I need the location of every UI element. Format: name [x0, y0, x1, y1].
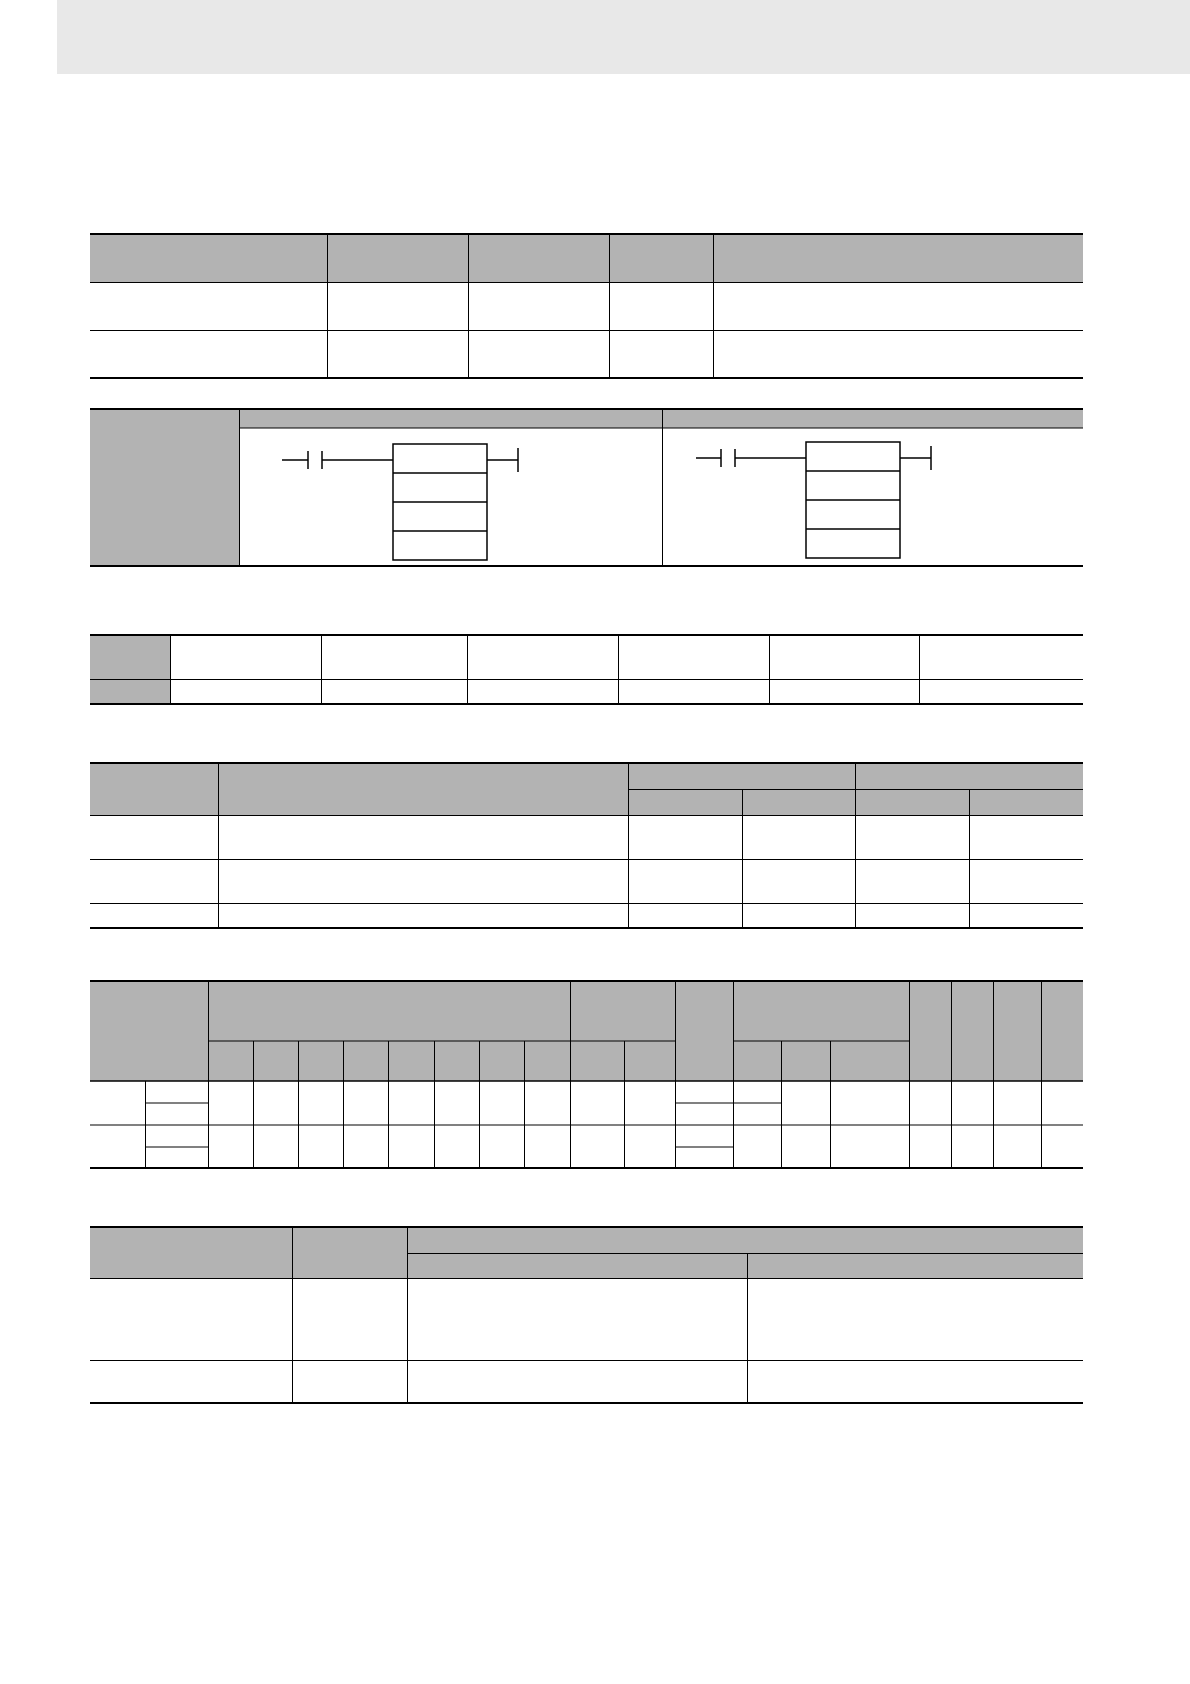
table-cell	[969, 815, 1083, 859]
table-cell	[919, 679, 1083, 704]
table-cell	[170, 635, 321, 679]
table-cell	[292, 1360, 407, 1403]
flags-table	[90, 1226, 1083, 1404]
page-header-band	[57, 0, 1190, 74]
table-cell	[969, 859, 1083, 903]
header-cell	[855, 789, 969, 815]
table-cell	[467, 635, 618, 679]
applicable-program-areas-table	[90, 634, 1083, 705]
table-cell	[628, 859, 742, 903]
table-cell	[90, 1360, 292, 1403]
table-cell	[90, 903, 218, 928]
header-cell	[90, 635, 170, 679]
table-cell	[170, 679, 321, 704]
table-row	[90, 282, 1083, 330]
header-cell	[628, 763, 855, 789]
table-header-row	[90, 635, 1083, 679]
table-cell	[467, 679, 618, 704]
ladder-side-label	[90, 408, 239, 567]
table-cell	[855, 815, 969, 859]
header-cell	[292, 1227, 407, 1278]
header-cell	[407, 1253, 747, 1278]
table-cell	[747, 1360, 1083, 1403]
table-cell	[468, 282, 609, 330]
table-cell	[769, 679, 919, 704]
header-cell	[468, 234, 609, 282]
table-cell	[618, 635, 769, 679]
page-corner	[0, 0, 57, 74]
table-cell	[713, 282, 1083, 330]
header-cell	[407, 1227, 1083, 1253]
table-cell	[321, 679, 467, 704]
table-cell	[321, 635, 467, 679]
header-cell	[742, 789, 855, 815]
table-cell	[618, 679, 769, 704]
table-cell	[407, 1360, 747, 1403]
table-row	[90, 815, 1083, 859]
table-cell	[292, 1278, 407, 1360]
table-row	[90, 330, 1083, 378]
table-cell	[468, 330, 609, 378]
table-cell	[327, 282, 468, 330]
table-header-row	[90, 234, 1083, 282]
header-cell	[609, 234, 713, 282]
table-cell	[218, 815, 628, 859]
table-cell	[628, 815, 742, 859]
table-header-row	[90, 1227, 1083, 1253]
table-cell	[713, 330, 1083, 378]
table-cell	[855, 859, 969, 903]
header-cell	[327, 234, 468, 282]
table-cell	[90, 859, 218, 903]
header-cell	[628, 789, 742, 815]
table-row	[90, 679, 1083, 704]
table-cell	[90, 330, 327, 378]
header-cell	[713, 234, 1083, 282]
ladder-diagram-right	[696, 442, 931, 558]
header-cell	[747, 1253, 1083, 1278]
table-cell	[742, 903, 855, 928]
header-cell	[969, 789, 1083, 815]
table-cell	[327, 330, 468, 378]
header-cell	[90, 234, 327, 282]
table-cell	[407, 1278, 747, 1360]
table-cell	[90, 1278, 292, 1360]
table-cell	[919, 635, 1083, 679]
instruction-variations-table	[90, 233, 1083, 379]
table-cell	[969, 903, 1083, 928]
table-row	[90, 1278, 1083, 1360]
table-header-row	[90, 763, 1083, 789]
ladder-diagram-left	[282, 444, 518, 560]
ladder-symbol-table	[90, 408, 1083, 567]
table-cell	[742, 815, 855, 859]
table-cell	[855, 903, 969, 928]
table-cell	[609, 330, 713, 378]
header-cell	[90, 679, 170, 704]
header-cell	[855, 763, 1083, 789]
table-cell	[747, 1278, 1083, 1360]
table-cell	[90, 282, 327, 330]
operands-table	[90, 762, 1083, 929]
table-cell	[742, 859, 855, 903]
header-cell	[90, 763, 218, 815]
header-cell	[90, 1227, 292, 1278]
table-cell	[90, 815, 218, 859]
table-cell	[628, 903, 742, 928]
operand-specifications-table	[90, 980, 1083, 1170]
table-row	[90, 903, 1083, 928]
header-cell	[218, 763, 628, 815]
table-cell	[218, 859, 628, 903]
table-row	[90, 1360, 1083, 1403]
table-cell	[609, 282, 713, 330]
table-row	[90, 859, 1083, 903]
table-cell	[769, 635, 919, 679]
ladder-panel-header	[239, 408, 1083, 428]
table-cell	[218, 903, 628, 928]
